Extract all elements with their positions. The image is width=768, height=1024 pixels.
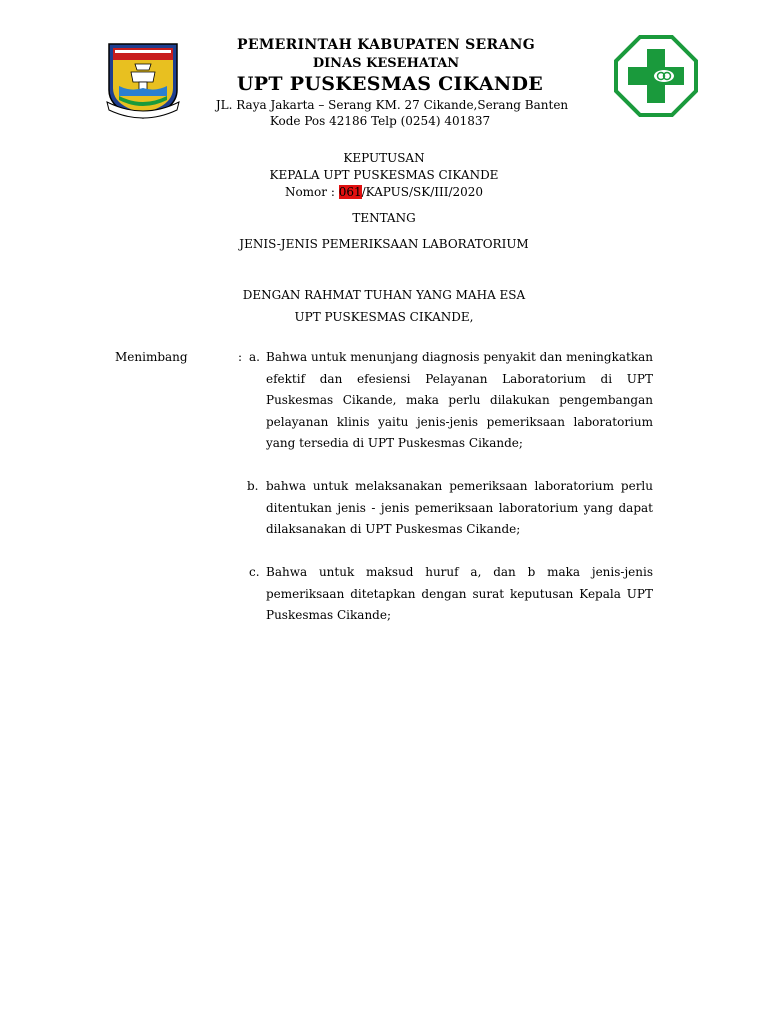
item-c-text: Bahwa untuk maksud huruf a, dan b maka jenis-jenis pemeriksaan ditetapkan dengan surat keputusan Kepala UPT Puskesmas Cikande;	[266, 565, 653, 622]
item-b-text: bahwa untuk melaksanakan pemeriksaan laboratorium perlu ditentukan jenis - jenis pemeriksaan laboratorium yang dapat dilaksanakan di UPT Puskesmas Cikande;	[266, 479, 653, 536]
decree-number	[0, 185, 768, 199]
item-b-letter: b.	[247, 479, 259, 493]
considering-colon: :	[238, 350, 243, 364]
decree-number-suffix: /KAPUS/SK/III/2020	[361, 185, 484, 199]
item-c-letter: c.	[249, 565, 260, 579]
header-government: PEMERINTAH KABUPATEN SERANG	[237, 37, 535, 53]
item-a-letter: a.	[249, 350, 260, 364]
decree-number-prefix: Nomor :	[284, 185, 339, 199]
header-postal: Kode Pos 42186 Telp (0254) 401837	[269, 114, 491, 128]
decree-about: TENTANG	[352, 211, 416, 225]
decree-subject: JENIS-JENIS PEMERIKSAAN LABORATORIUM	[239, 237, 529, 251]
header-institution: UPT PUSKESMAS CIKANDE	[236, 73, 544, 95]
decree-title: KEPUTUSAN	[343, 151, 425, 165]
preamble-line-2: UPT PUSKESMAS CIKANDE,	[294, 310, 474, 324]
decree-number-highlight: 061	[338, 185, 362, 199]
preamble-line-1: DENGAN RAHMAT TUHAN YANG MAHA ESA	[242, 288, 526, 302]
item-a-text: Bahwa untuk menunjang diagnosis penyakit dan meningkatkan efektif dan efesiensi Pelayanan Laboratorium di UPT Puskesmas Cikande, maka perlu dilakukan pengembangan pelayanan klinis yaitu jenis-jenis pemeriksaan laboratorium yang tersedia di UPT Puskesmas Cikande;	[266, 350, 653, 450]
header-department: DINAS KESEHATAN	[312, 56, 460, 71]
considering-label: Menimbang	[115, 350, 188, 364]
header-address: JL. Raya Jakarta – Serang KM. 27 Cikande,Serang Banten	[215, 98, 569, 112]
decree-issuer: KEPALA UPT PUSKESMAS CIKANDE	[269, 168, 499, 182]
